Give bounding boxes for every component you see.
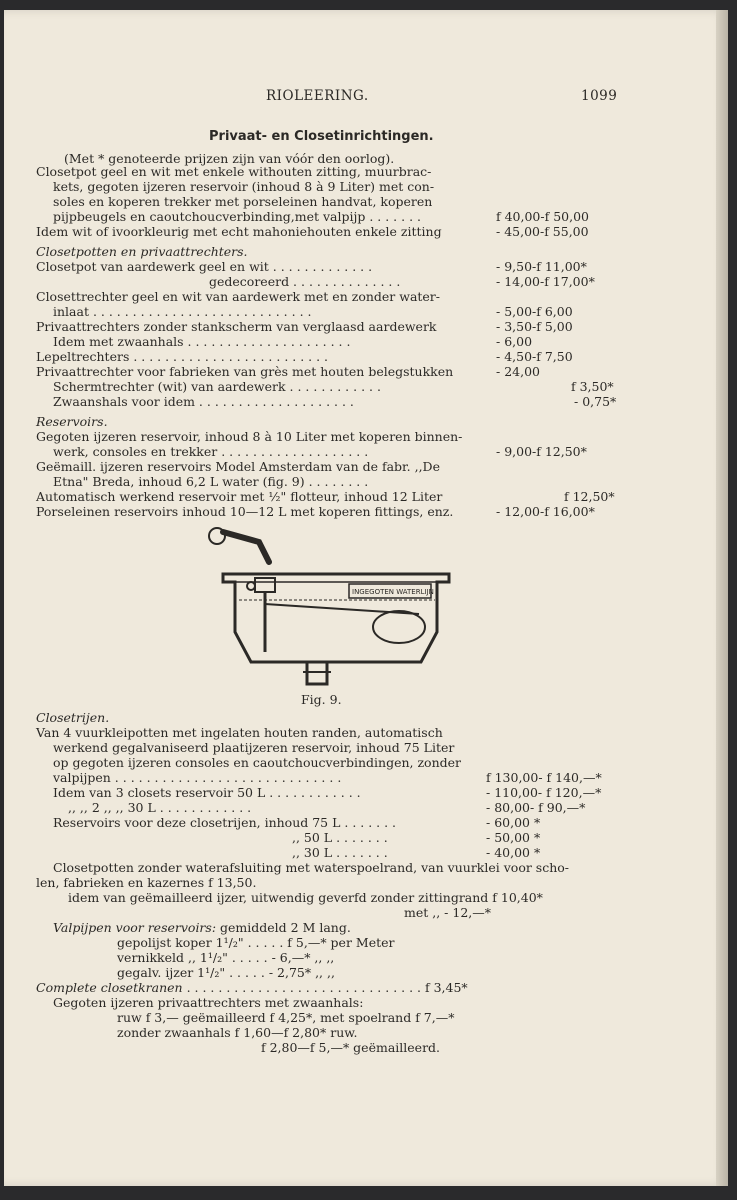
- text-line: Gegoten ijzeren privaattrechters met zwaanhals:: [53, 995, 364, 1010]
- text-line: gegalv. ijzer 1¹/₂" . . . . . - 2,75* ,, ,,: [117, 965, 335, 980]
- text-line: gepolijst koper 1¹/₂" . . . . . f 5,—* per Meter: [117, 935, 395, 950]
- text-line: op gegoten ijzeren consoles en caoutchoucverbindingen, zonder: [53, 755, 461, 770]
- price-value: - 14,00-f 17,00*: [496, 274, 595, 289]
- text-line: Van 4 vuurkleipotten met ingelaten houten randen, automatisch: [36, 725, 443, 740]
- price-value: - 110,00- f 120,—*: [486, 785, 602, 800]
- text-line: Reservoirs.: [36, 414, 108, 429]
- price-value: - 50,00 *: [486, 830, 541, 845]
- price-value: f 130,00- f 140,—*: [486, 770, 602, 785]
- text-line: ,, 50 L . . . . . . .: [292, 830, 388, 845]
- page-number: 1099: [581, 88, 618, 104]
- text-line: Idem van 3 closets reservoir 50 L . . . . . . . . . . . .: [53, 785, 361, 800]
- text-line: f 2,80—f 5,—* geëmailleerd.: [261, 1040, 441, 1055]
- lever-arm: [223, 532, 269, 562]
- text-line: werkend gegalvaniseerd plaatijzeren reservoir, inhoud 75 Liter: [53, 740, 455, 755]
- text-line: Geëmaill. ijzeren reservoirs Model Amsterdam van de fabr. ,,De: [36, 459, 440, 474]
- text-line: Reservoirs voor deze closetrijen, inhoud 75 L . . . . . . .: [53, 815, 397, 830]
- price-value: - 5,00-f 6,00: [496, 304, 573, 319]
- price-value: f 12,50*: [564, 489, 615, 504]
- text-line: Automatisch werkend reservoir met ½" flotteur, inhoud 12 Liter: [36, 489, 443, 504]
- text-line: Privaattrechters zonder stankscherm van verglaasd aardewerk: [36, 319, 437, 334]
- text-line: Valpijpen voor reservoirs: gemiddeld 2 M lang.: [53, 920, 351, 935]
- text-line: Closetpotten en privaattrechters.: [36, 244, 248, 259]
- text-line: Idem wit of ivoorkleurig met echt mahoniehouten enkele zitting: [36, 224, 442, 239]
- text-line: Closetpot geel en wit met enkele withouten zitting, muurbrac-: [36, 164, 432, 179]
- text-line: Etna" Breda, inhoud 6,2 L water (fig. 9) . . . . . . . .: [53, 474, 369, 489]
- text-line: Schermtrechter (wit) van aardewerk . . . . . . . . . . . .: [53, 379, 381, 394]
- text-line: ruw f 3,— geëmailleerd f 4,25*, met spoelrand f 7,—*: [117, 1010, 455, 1025]
- page-edge: [716, 10, 728, 1186]
- price-value: - 24,00: [496, 364, 540, 379]
- price-value: f 3,50*: [571, 379, 614, 394]
- running-header: RIOLEERING.: [266, 88, 369, 104]
- price-value: - 6,00: [496, 334, 533, 349]
- text-line: inlaat . . . . . . . . . . . . . . . . . . . . . . . . . . . .: [53, 304, 312, 319]
- reservoir-figure: [199, 522, 459, 692]
- price-value: - 80,00- f 90,—*: [486, 800, 586, 815]
- text-line: werk, consoles en trekker . . . . . . . . . . . . . . . . . . .: [53, 444, 369, 459]
- price-value: - 9,00-f 12,50*: [496, 444, 587, 459]
- text-line: Privaattrechter voor fabrieken van grès met houten belegstukken: [36, 364, 454, 379]
- text-line: Closetrijen.: [36, 710, 110, 725]
- price-value: - 9,50-f 11,00*: [496, 259, 587, 274]
- text-line: Porseleinen reservoirs inhoud 10—12 L met koperen fittings, enz.: [36, 504, 454, 519]
- price-value: - 4,50-f 7,50: [496, 349, 573, 364]
- price-value: - 0,75*: [574, 394, 617, 409]
- text-line: Closettrechter geel en wit van aardewerk met en zonder water-: [36, 289, 441, 304]
- text-line: Gegoten ijzeren reservoir, inhoud 8 à 10 Liter met koperen binnen-: [36, 429, 463, 444]
- waterline-label: INGEGOTEN WATERLIJN: [352, 588, 434, 596]
- text-line: idem van geëmailleerd ijzer, uitwendig geverfd zonder zittingrand f 10,40*: [68, 890, 543, 905]
- price-value: - 40,00 *: [486, 845, 541, 860]
- text-line: kets, gegoten ijzeren reservoir (inhoud 8 à 9 Liter) met con-: [53, 179, 435, 194]
- text-line: met ,, - 12,—*: [404, 905, 491, 920]
- page-title: Privaat- en Closetinrichtingen.: [209, 129, 434, 144]
- text-line: ,, 30 L . . . . . . .: [292, 845, 388, 860]
- text-line: Closetpot van aardewerk geel en wit . . . . . . . . . . . . .: [36, 259, 373, 274]
- price-value: - 45,00-f 55,00: [496, 224, 589, 239]
- text-line: ,, ,, 2 ,, ,, 30 L . . . . . . . . . . . .: [68, 800, 252, 815]
- text-line: vernikkeld ,, 1¹/₂" . . . . . - 6,—* ,, ,,: [117, 950, 335, 965]
- price-value: f 40,00-f 50,00: [496, 209, 589, 224]
- text-line: Complete closetkranen . . . . . . . . . . . . . . . . . . . . . . . . . . . . . . f 3,45*: [36, 980, 468, 995]
- text-line: Zwaanshals voor idem . . . . . . . . . . . . . . . . . . . .: [53, 394, 354, 409]
- text-line: zonder zwaanhals f 1,60—f 2,80* ruw.: [117, 1025, 358, 1040]
- text-line: Fig. 9.: [301, 692, 342, 707]
- price-note: (Met * genoteerde prijzen zijn van vóór den oorlog).: [64, 151, 395, 166]
- text-line: Lepeltrechters . . . . . . . . . . . . . . . . . . . . . . . . .: [36, 349, 329, 364]
- price-value: - 60,00 *: [486, 815, 541, 830]
- document-page: [4, 10, 728, 1186]
- price-value: - 3,50-f 5,00: [496, 319, 573, 334]
- text-line: soles en koperen trekker met porseleinen handvat, koperen: [53, 194, 433, 209]
- text-line: Closetpotten zonder waterafsluiting met waterspoelrand, van vuurklei voor scho-: [53, 860, 570, 875]
- text-line: gedecoreerd . . . . . . . . . . . . . .: [209, 274, 401, 289]
- text-line: Idem met zwaanhals . . . . . . . . . . . . . . . . . . . . .: [53, 334, 351, 349]
- text-line: valpijpen . . . . . . . . . . . . . . . . . . . . . . . . . . . . .: [53, 770, 342, 785]
- text-line: pijpbeugels en caoutchoucverbinding,met valpijp . . . . . . .: [53, 209, 421, 224]
- price-value: - 12,00-f 16,00*: [496, 504, 595, 519]
- text-line: len, fabrieken en kazernes f 13,50.: [36, 875, 257, 890]
